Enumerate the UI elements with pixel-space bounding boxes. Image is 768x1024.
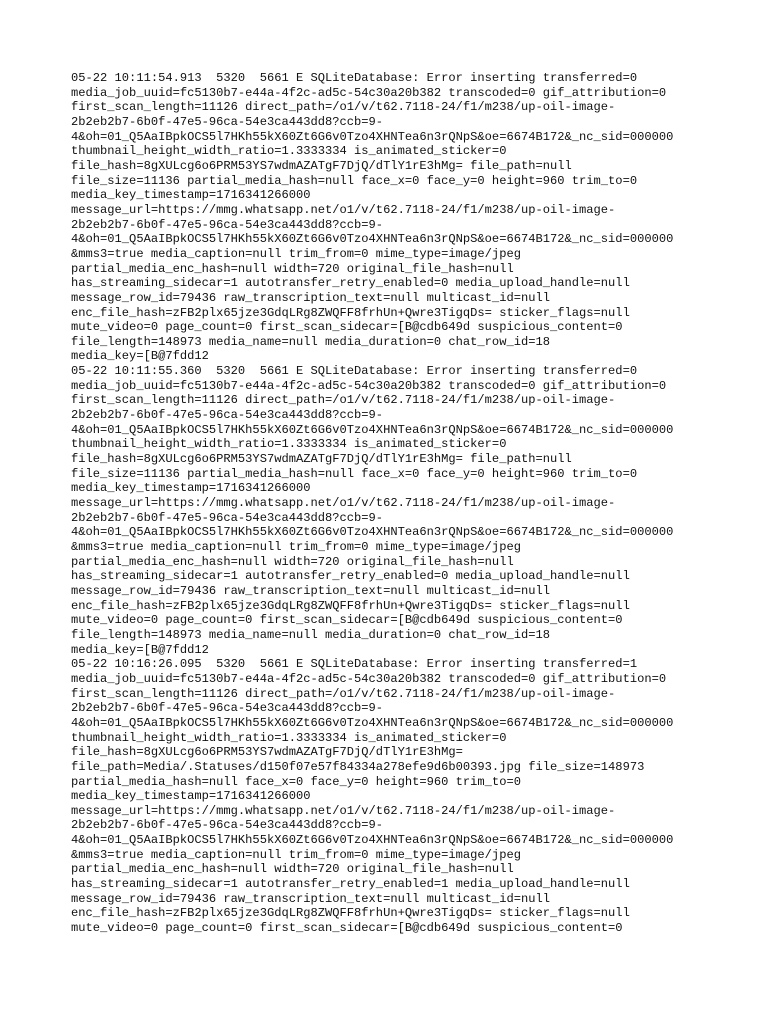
- log-line: first_scan_length=11126 direct_path=/o1/v/t62.7118-24/f1/m238/up-oil-image-: [71, 393, 616, 408]
- log-line: mute_video=0 page_count=0 first_scan_sidecar=[B@cdb649d suspicious_content=0: [71, 613, 623, 628]
- log-line: 05-22 10:11:55.360 5320 5661 E SQLiteDatabase: Error inserting transferred=0: [71, 364, 638, 379]
- log-line: 4&oh=01_Q5AaIBpkOCS5l7HKh55kX60Zt6G6v0Tzo4XHNTea6n3rQNpS&oe=6674B172&_nc_sid=000000: [71, 232, 674, 247]
- log-line: enc_file_hash=zFB2plx65jze3GdqLRg8ZWQFF8frhUn+Qwre3TigqDs= sticker_flags=null: [71, 598, 630, 613]
- log-line: message_row_id=79436 raw_transcription_text=null multicast_id=null: [71, 290, 550, 305]
- log-line: message_url=https://mmg.whatsapp.net/o1/v/t62.7118-24/f1/m238/up-oil-image-: [71, 202, 616, 217]
- log-line: file_size=11136 partial_media_hash=null face_x=0 face_y=0 height=960 trim_to=0: [71, 173, 638, 188]
- log-line: file_path=Media/.Statuses/d150f07e57f84334a278efe9d6b00393.jpg file_size=148973: [71, 759, 645, 774]
- log-line: &mms3=true media_caption=null trim_from=0 mime_type=image/jpeg: [71, 540, 521, 554]
- log-line: message_url=https://mmg.whatsapp.net/o1/v/t62.7118-24/f1/m238/up-oil-image-: [71, 496, 616, 511]
- log-line: mute_video=0 page_count=0 first_scan_sidecar=[B@cdb649d suspicious_content=0: [71, 320, 623, 335]
- log-line: file_hash=8gXULcg6o6PRM53YS7wdmAZATgF7DjQ/dTlY1rE3hMg= file_path=null: [71, 452, 572, 467]
- log-line: partial_media_hash=null face_x=0 face_y=0 height=960 trim_to=0: [71, 774, 521, 789]
- log-line: has_streaming_sidecar=1 autotransfer_retry_enabled=0 media_upload_handle=null: [71, 276, 630, 291]
- log-line: enc_file_hash=zFB2plx65jze3GdqLRg8ZWQFF8frhUn+Qwre3TigqDs= sticker_flags=null: [71, 906, 630, 921]
- log-line: file_size=11136 partial_media_hash=null face_x=0 face_y=0 height=960 trim_to=0: [71, 466, 638, 481]
- log-line: 05-22 10:11:54.913 5320 5661 E SQLiteDatabase: Error inserting transferred=0: [71, 71, 638, 85]
- log-line: thumbnail_height_width_ratio=1.3333334 is_animated_sticker=0: [71, 437, 507, 452]
- log-line: message_row_id=79436 raw_transcription_text=null multicast_id=null: [71, 583, 550, 598]
- log-line: media_key_timestamp=1716341266000: [71, 188, 311, 203]
- log-line: file_hash=8gXULcg6o6PRM53YS7wdmAZATgF7DjQ/dTlY1rE3hMg= file_path=null: [71, 158, 572, 173]
- log-line: media_key_timestamp=1716341266000: [71, 789, 311, 804]
- log-line: message_row_id=79436 raw_transcription_text=null multicast_id=null: [71, 891, 550, 906]
- log-line: partial_media_enc_hash=null width=720 original_file_hash=null: [71, 862, 514, 877]
- log-line: 2b2eb2b7-6b0f-47e5-96ca-54e3ca443dd8?ccb=9-: [71, 114, 384, 129]
- log-line: file_hash=8gXULcg6o6PRM53YS7wdmAZATgF7DjQ/dTlY1rE3hMg=: [71, 745, 463, 760]
- log-line: 05-22 10:16:26.095 5320 5661 E SQLiteDatabase: Error inserting transferred=1: [71, 657, 638, 672]
- log-line: 2b2eb2b7-6b0f-47e5-96ca-54e3ca443dd8?ccb=9-: [71, 510, 384, 525]
- log-document: [71, 71, 761, 936]
- log-line: file_length=148973 media_name=null media_duration=0 chat_row_id=18: [71, 627, 550, 642]
- log-line: first_scan_length=11126 direct_path=/o1/v/t62.7118-24/f1/m238/up-oil-image-: [71, 686, 616, 701]
- log-line: media_job_uuid=fc5130b7-e44a-4f2c-ad5c-54c30a20b382 transcoded=0 gif_attribution=0: [71, 671, 667, 686]
- log-line: file_length=148973 media_name=null media_duration=0 chat_row_id=18: [71, 334, 550, 349]
- log-line: partial_media_enc_hash=null width=720 original_file_hash=null: [71, 554, 514, 569]
- log-line: 2b2eb2b7-6b0f-47e5-96ca-54e3ca443dd8?ccb=9-: [71, 818, 384, 833]
- log-line: mute_video=0 page_count=0 first_scan_sidecar=[B@cdb649d suspicious_content=0: [71, 921, 623, 936]
- log-line: has_streaming_sidecar=1 autotransfer_retry_enabled=0 media_upload_handle=null: [71, 569, 630, 584]
- log-line: 2b2eb2b7-6b0f-47e5-96ca-54e3ca443dd8?ccb=9-: [71, 217, 384, 232]
- log-line: message_url=https://mmg.whatsapp.net/o1/v/t62.7118-24/f1/m238/up-oil-image-: [71, 803, 616, 818]
- log-line: media_job_uuid=fc5130b7-e44a-4f2c-ad5c-54c30a20b382 transcoded=0 gif_attribution=0: [71, 378, 667, 393]
- log-line: media_job_uuid=fc5130b7-e44a-4f2c-ad5c-54c30a20b382 transcoded=0 gif_attribution=0: [71, 85, 667, 100]
- log-line: 4&oh=01_Q5AaIBpkOCS5l7HKh55kX60Zt6G6v0Tzo4XHNTea6n3rQNpS&oe=6674B172&_nc_sid=000000: [71, 129, 674, 144]
- log-line: media_key=[B@7fdd12: [71, 642, 209, 657]
- log-line: thumbnail_height_width_ratio=1.3333334 is_animated_sticker=0: [71, 144, 507, 159]
- log-line: thumbnail_height_width_ratio=1.3333334 is_animated_sticker=0: [71, 730, 507, 745]
- log-line: 2b2eb2b7-6b0f-47e5-96ca-54e3ca443dd8?ccb=9-: [71, 408, 384, 423]
- log-line: has_streaming_sidecar=1 autotransfer_retry_enabled=1 media_upload_handle=null: [71, 877, 630, 892]
- log-line: enc_file_hash=zFB2plx65jze3GdqLRg8ZWQFF8frhUn+Qwre3TigqDs= sticker_flags=null: [71, 305, 630, 320]
- log-line: 2b2eb2b7-6b0f-47e5-96ca-54e3ca443dd8?ccb=9-: [71, 701, 384, 716]
- log-line: first_scan_length=11126 direct_path=/o1/v/t62.7118-24/f1/m238/up-oil-image-: [71, 100, 616, 115]
- log-line: media_key_timestamp=1716341266000: [71, 481, 311, 496]
- log-line: 4&oh=01_Q5AaIBpkOCS5l7HKh55kX60Zt6G6v0Tzo4XHNTea6n3rQNpS&oe=6674B172&_nc_sid=000000: [71, 525, 674, 540]
- log-line: 4&oh=01_Q5AaIBpkOCS5l7HKh55kX60Zt6G6v0Tzo4XHNTea6n3rQNpS&oe=6674B172&_nc_sid=000000: [71, 422, 674, 437]
- log-line: 4&oh=01_Q5AaIBpkOCS5l7HKh55kX60Zt6G6v0Tzo4XHNTea6n3rQNpS&oe=6674B172&_nc_sid=000000: [71, 833, 674, 848]
- log-line: partial_media_enc_hash=null width=720 original_file_hash=null: [71, 261, 514, 276]
- log-line: &mms3=true media_caption=null trim_from=0 mime_type=image/jpeg: [71, 246, 521, 261]
- log-line: 4&oh=01_Q5AaIBpkOCS5l7HKh55kX60Zt6G6v0Tzo4XHNTea6n3rQNpS&oe=6674B172&_nc_sid=000000: [71, 715, 674, 730]
- log-line: &mms3=true media_caption=null trim_from=0 mime_type=image/jpeg: [71, 847, 521, 862]
- log-line: media_key=[B@7fdd12: [71, 349, 209, 364]
